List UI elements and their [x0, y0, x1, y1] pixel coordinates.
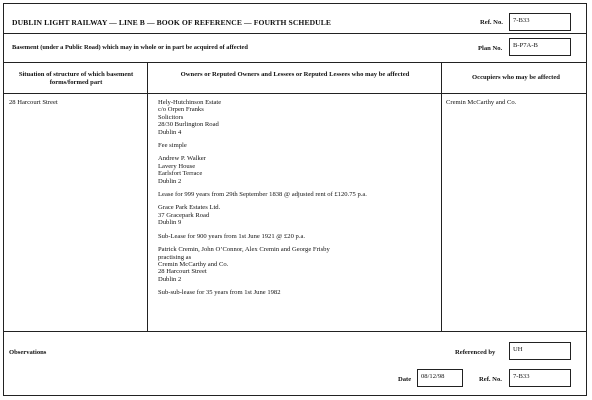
column-header-occupiers: Occupiers who may be affected	[472, 74, 560, 81]
column-header-owners: Owners or Reputed Owners and Lessees or Reputed Lessees who may be affected	[180, 71, 410, 78]
footer-ref-no-field: 7-B33	[509, 369, 571, 387]
rule-under-title	[3, 33, 587, 34]
tenure-sub-sub-lease-35: Sub-sub-lease for 35 years from 1st June 1982	[158, 289, 281, 297]
owner-line: Dublin 9	[158, 219, 182, 227]
observations-label: Observations	[9, 349, 47, 356]
rule-under-column-headers	[3, 93, 587, 94]
tenure-lease-999: Lease for 999 years from 29th September 1838 @ adjusted rent of £120.75 p.a.	[158, 191, 367, 199]
ref-no-label: Ref. No.	[480, 19, 503, 26]
owner-block-hely-hutchinson	[158, 99, 367, 136]
owner-line: Dublin 2	[158, 177, 182, 185]
referenced-by-field: UH	[509, 342, 571, 360]
column-header-situation: Situation of structure of which basement forms/formed part	[18, 71, 134, 87]
referenced-by-label: Referenced by	[455, 349, 496, 356]
owner-line: Patrick Cremin, John O’Connor, Alex Cremin and George Frisby	[158, 246, 330, 254]
date-label: Date	[398, 376, 412, 383]
plan-no-label: Plan No.	[478, 45, 503, 52]
column-divider-1	[147, 62, 148, 331]
tenure-fee-simple: Fee simple	[158, 142, 187, 150]
owner-line: Solicitors	[158, 113, 184, 121]
ref-no-field: 7-B33	[509, 13, 571, 31]
owner-line: 28/30 Burlington Road	[158, 121, 219, 129]
owner-line: Andrew P. Walker	[158, 155, 206, 163]
schedule-subtitle: Basement (under a Public Road) which may in whole or in part be acquired of affected	[12, 44, 248, 51]
schedule-title: DUBLIN LIGHT RAILWAY — LINE B — BOOK OF REFERENCE — FOURTH SCHEDULE	[12, 18, 332, 27]
rule-under-subtitle	[3, 62, 587, 63]
owner-line: Grace Park Estates Ltd.	[158, 204, 221, 212]
date-field: 08/12/98	[417, 369, 463, 387]
situation-cell: 28 Harcourt Street	[9, 99, 58, 106]
owner-line: 37 Gracepark Road	[158, 211, 210, 219]
plan-no-field: B-P7A-B	[509, 38, 571, 56]
column-divider-2	[441, 62, 442, 331]
owner-line: practising as	[158, 253, 192, 261]
owner-line: Lavery House	[158, 162, 196, 170]
owner-block-walker	[158, 155, 367, 185]
owners-cell	[158, 99, 367, 297]
owner-line: Dublin 2	[158, 275, 182, 283]
occupier-cell: Cremin McCarthy and Co.	[446, 99, 517, 106]
owner-line: Dublin 4	[158, 128, 182, 136]
owner-line: 28 Harcourt Street	[158, 268, 207, 276]
owner-line: Hely-Hutchinson Estate	[158, 99, 222, 106]
rule-above-footer	[3, 331, 587, 332]
owner-line: c/o Orpen Franks	[158, 106, 204, 114]
tenure-sub-lease-900: Sub-Lease for 900 years from 1st June 1921 @ £20 p.a.	[158, 232, 306, 240]
owner-block-cremin	[158, 246, 367, 283]
footer-ref-no-label: Ref. No.	[479, 376, 502, 383]
owner-block-grace-park	[158, 204, 367, 226]
owner-line: Earlsfort Terrace	[158, 170, 203, 178]
owner-line: Cremin McCarthy and Co.	[158, 260, 229, 268]
